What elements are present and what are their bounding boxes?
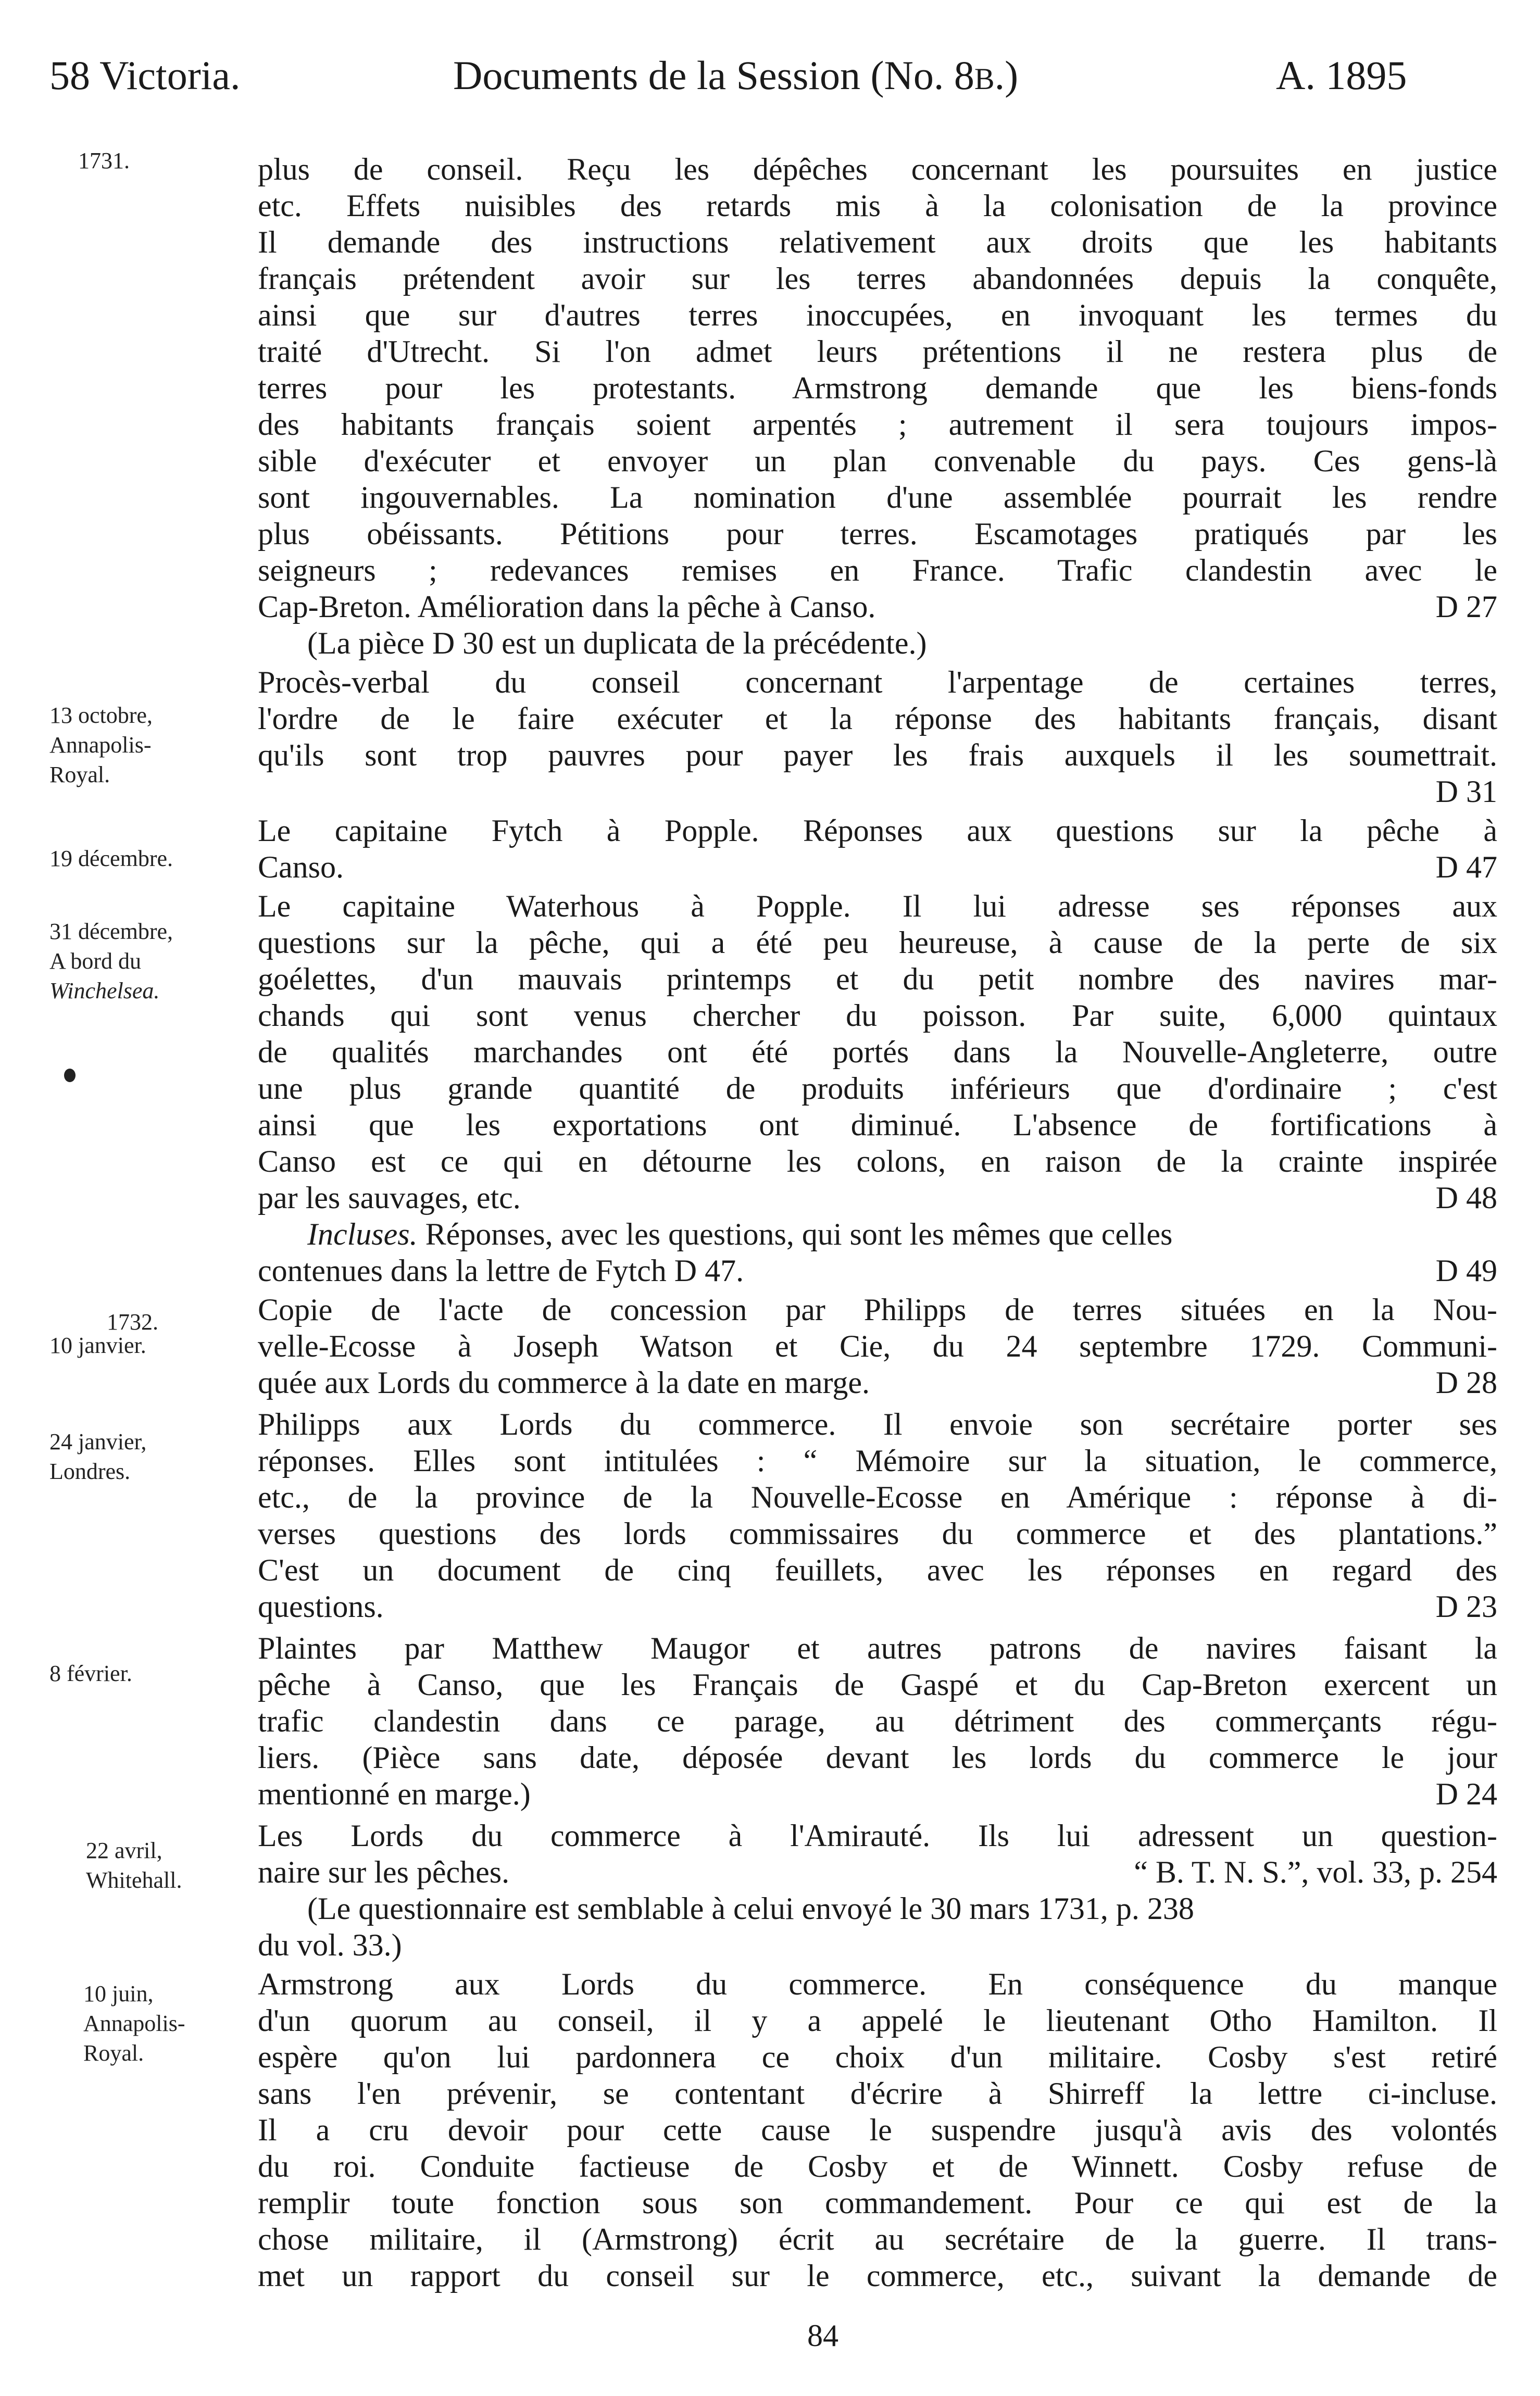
text-line: Plaintes par Matthew Maugor et autres patrons de navires faisant la	[258, 1631, 1497, 1665]
text-line: réponses. Elles sont intitulées : “ Mémoire sur la situation, le commerce,	[258, 1444, 1497, 1478]
text-line: velle-Ecosse à Joseph Watson et Cie, du 24 septembre 1729. Communi-	[258, 1329, 1497, 1363]
text-line: Procès-verbal du conseil concernant l'arpentage de certaines terres,	[258, 665, 1497, 699]
text-line: français prétendent avoir sur les terres abandonnées depuis la conquête,	[258, 261, 1497, 296]
document-reference: “ B. T. N. S.”, vol. 33, p. 254	[1134, 1855, 1497, 1889]
document-reference: D 27	[1435, 589, 1497, 624]
text-line: etc., de la province de la Nouvelle-Ecosse en Amérique : réponse à di-	[258, 1480, 1497, 1514]
text-line: questions. D 23	[258, 1589, 1497, 1624]
margin-date: 22 avril, Whitehall.	[86, 1838, 182, 1893]
margin-date: 8 février.	[49, 1661, 132, 1686]
text-line: espère qu'on lui pardonnera ce choix d'un militaire. Cosby s'est retiré	[258, 2040, 1497, 2074]
margin-date: 24 janvier, Londres.	[49, 1429, 147, 1484]
text-line: par les sauvages, etc. D 48	[258, 1181, 1497, 1215]
text-line: (Le questionnaire est semblable à celui envoyé le 30 mars 1731, p. 238	[307, 1891, 1194, 1926]
text-line: Il demande des instructions relativement aux droits que les habitants	[258, 225, 1497, 259]
text-line: pêche à Canso, que les Français de Gaspé et du Cap-Breton exercent un	[258, 1667, 1497, 1702]
header-title: Documents de la Session (No. 8B.)	[453, 53, 1019, 98]
document-reference: D 48	[1435, 1181, 1497, 1215]
document-reference: D 23	[1435, 1589, 1497, 1624]
text-line: une plus grande quantité de produits inférieurs que d'ordinaire ; c'est	[258, 1071, 1497, 1106]
text-line: sans l'en prévenir, se contentant d'écrire à Shirreff la lettre ci-incluse.	[258, 2076, 1497, 2111]
text-line: ainsi que sur d'autres terres inoccupées, en invoquant les termes du	[258, 298, 1497, 332]
document-reference: D 47	[1435, 850, 1497, 884]
text-line: de qualités marchandes ont été portés dans la Nouvelle-Angleterre, outre	[258, 1035, 1497, 1069]
text-line: chose militaire, il (Armstrong) écrit au secrétaire de la guerre. Il trans-	[258, 2222, 1497, 2256]
text-line: Canso. D 47	[258, 850, 1497, 884]
text-line: remplir toute fonction sous son commandement. Pour ce qui est de la	[258, 2186, 1497, 2220]
document-reference: D 31	[1435, 774, 1497, 809]
text-line: C'est un document de cinq feuillets, avec les réponses en regard des	[258, 1553, 1497, 1587]
margin-date: 31 décembre, A bord du Winchelsea.	[49, 919, 173, 1003]
text-line: des habitants français soient arpentés ; autrement il sera toujours impos-	[258, 407, 1497, 442]
document-reference: D 49	[1435, 1253, 1497, 1288]
margin-date: 1731.	[78, 148, 130, 173]
text-line: trafic clandestin dans ce parage, au détriment des commerçants régu-	[258, 1704, 1497, 1738]
text-line: mentionné en marge.) D 24	[258, 1777, 1497, 1811]
text-line: goélettes, d'un mauvais printemps et du petit nombre des navires mar-	[258, 962, 1497, 996]
text-line: ainsi que les exportations ont diminué. L'absence de fortifications à	[258, 1108, 1497, 1142]
text-line: Copie de l'acte de concession par Philipps de terres situées en la Nou-	[258, 1293, 1497, 1327]
text-line: traité d'Utrecht. Si l'on admet leurs prétentions il ne restera plus de	[258, 334, 1497, 369]
text-line: sible d'exécuter et envoyer un plan convenable du pays. Ces gens-là	[258, 444, 1497, 478]
text-line: met un rapport du conseil sur le commerce, etc., suivant la demande de	[258, 2259, 1497, 2293]
margin-date: 13 octobre, Annapolis- Royal.	[49, 703, 153, 787]
text-line: questions sur la pêche, qui a été peu heureuse, à cause de la perte de six	[258, 925, 1497, 960]
text-line: qu'ils sont trop pauvres pour payer les frais auxquels il les soumettrait.	[258, 738, 1497, 772]
margin-date: 10 juin, Annapolis- Royal.	[83, 1981, 185, 2066]
header-session: 58 Victoria.	[49, 53, 241, 98]
text-line: Le capitaine Fytch à Popple. Réponses aux questions sur la pêche à	[258, 813, 1497, 848]
text-line: etc. Effets nuisibles des retards mis à la colonisation de la province	[258, 189, 1497, 223]
text-line: Canso est ce qui en détourne les colons, en raison de la crainte inspirée	[258, 1144, 1497, 1178]
text-line: Armstrong aux Lords du commerce. En conséquence du manque	[258, 1967, 1497, 2001]
text-line: Les Lords du commerce à l'Amirauté. Ils lui adressent un question-	[258, 1818, 1497, 1853]
margin-date: 1732. 10 janvier.	[49, 1309, 158, 1358]
text-line: d'un quorum au conseil, il y a appelé le lieutenant Otho Hamilton. Il	[258, 2003, 1497, 2038]
margin-bullet-mark	[64, 1069, 76, 1082]
text-line: chands qui sont venus chercher du poisson. Par suite, 6,000 quintaux	[258, 998, 1497, 1033]
text-line: contenues dans la lettre de Fytch D 47. D 49	[258, 1253, 1497, 1288]
text-line: l'ordre de le faire exécuter et la réponse des habitants français, disant	[258, 701, 1497, 736]
document-reference: D 24	[1435, 1777, 1497, 1811]
text-line	[258, 773, 1497, 810]
text-line: du roi. Conduite factieuse de Cosby et de Winnett. Cosby refuse de	[258, 2149, 1497, 2184]
text-line: Il a cru devoir pour cette cause le suspendre jusqu'à avis des volontés	[258, 2113, 1497, 2147]
page-number: 84	[807, 2318, 838, 2353]
text-line: naire sur les pêches. “ B. T. N. S.”, vol. 33, p. 254	[258, 1855, 1497, 1889]
text-line: terres pour les protestants. Armstrong demande que les biens-fonds	[258, 371, 1497, 405]
text-line: Philipps aux Lords du commerce. Il envoie son secrétaire porter ses	[258, 1407, 1497, 1441]
text-line: quée aux Lords du commerce à la date en marge. D 28	[258, 1365, 1497, 1400]
margin-date: 19 décembre.	[49, 846, 173, 871]
text-line: (La pièce D 30 est un duplicata de la précédente.)	[307, 626, 927, 660]
header-year: A. 1895	[1276, 53, 1407, 98]
text-line: Incluses. Réponses, avec les questions, qui sont les mêmes que celles	[307, 1217, 1173, 1251]
text-line: plus obéissants. Pétitions pour terres. Escamotages pratiqués par les	[258, 517, 1497, 551]
running-header	[0, 49, 1540, 107]
text-line: verses questions des lords commissaires du commerce et des plantations.”	[258, 1516, 1497, 1551]
document-reference: D 28	[1435, 1365, 1497, 1400]
text-line: sont ingouvernables. La nomination d'une assemblée pourrait les rendre	[258, 480, 1497, 515]
text-line: Cap-Breton. Amélioration dans la pêche à Canso. D 27	[258, 589, 1497, 624]
text-line: plus de conseil. Reçu les dépêches concernant les poursuites en justice	[258, 152, 1497, 186]
text-line: Le capitaine Waterhous à Popple. Il lui adresse ses réponses aux	[258, 889, 1497, 923]
text-line: liers. (Pièce sans date, déposée devant les lords du commerce le jour	[258, 1740, 1497, 1775]
text-line: du vol. 33.)	[258, 1928, 402, 1962]
text-line: seigneurs ; redevances remises en France. Trafic clandestin avec le	[258, 553, 1497, 587]
